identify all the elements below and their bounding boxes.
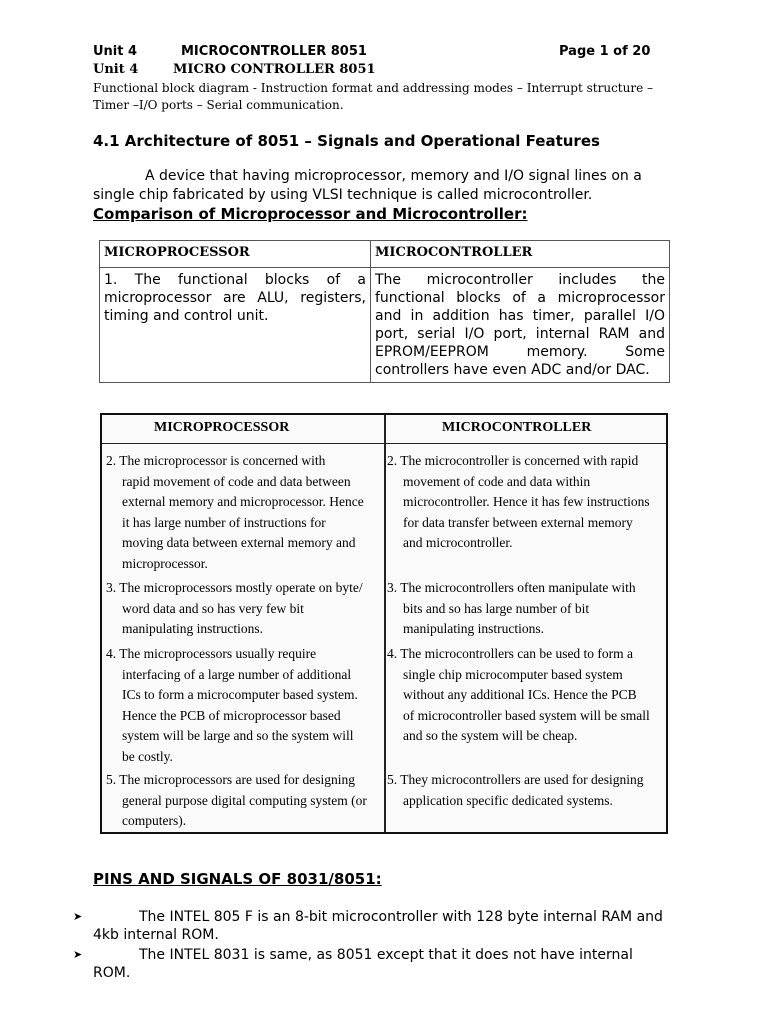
scan-cell-line: ICs to form a microcomputer based system. xyxy=(122,687,358,703)
scan-cell-line: microcontroller. Hence it has few instructions xyxy=(403,494,650,510)
unit-label: Unit 4 xyxy=(93,62,139,77)
scan-cell-line: general purpose digital computing system (or xyxy=(122,792,367,808)
scan-cell-line: computers). xyxy=(122,813,187,829)
scan-cell-line: application specific dedicated systems. xyxy=(403,792,613,808)
scan-cell-line: and so the system will be cheap. xyxy=(403,728,578,744)
section-title: 4.1 Architecture of 8051 – Signals and Operational Features xyxy=(93,132,600,150)
scan-cell-line: 3. The microcontrollers often manipulate with xyxy=(387,580,636,595)
unit-heading xyxy=(93,62,673,77)
intro-paragraph xyxy=(93,167,678,205)
scan-row5-microcontroller-cell xyxy=(387,770,665,811)
scan-cell-line: of microcontroller based system will be small xyxy=(403,707,650,723)
scan-cell-line: manipulating instructions. xyxy=(122,621,263,637)
scan-row4-microcontroller-cell xyxy=(387,644,665,747)
bullet-item xyxy=(73,946,663,982)
scan-row5-microprocessor-cell xyxy=(106,770,384,832)
scan-cell-line: single chip microcomputer based system xyxy=(403,666,623,682)
scan-cell-line: without any additional ICs. Hence the PCB xyxy=(403,687,637,703)
bullet-text: The INTEL 8031 is same, as 8051 except that it does not have internal ROM. xyxy=(93,947,633,981)
col-header-microcontroller: MICROCONTROLLER xyxy=(371,241,670,268)
scan-cell-line: 4. The microcontrollers can be used to form a xyxy=(387,646,634,661)
scan-col-header-microcontroller: MICROCONTROLLER xyxy=(442,420,592,435)
scan-cell-line: 3. The microprocessors mostly operate on byte/ xyxy=(106,580,363,595)
comparison-heading: Comparison of Microprocessor and Microcontroller: xyxy=(93,205,528,223)
scan-cell-line: 4. The microprocessors usually require xyxy=(106,646,317,661)
header-page-number: Page 1 of 20 xyxy=(559,44,651,59)
scan-cell-line: interfacing of a large number of additional xyxy=(122,666,352,682)
scan-cell-line: it has large number of instructions for xyxy=(122,514,326,530)
arrowhead-bullet-icon: ➤ xyxy=(73,910,83,923)
scan-row3-microprocessor-cell xyxy=(106,578,384,640)
header-unit: Unit 4 xyxy=(93,44,138,59)
table-row xyxy=(100,268,670,383)
scan-row2-microprocessor-cell xyxy=(106,451,384,575)
arrowhead-bullet-icon: ➤ xyxy=(73,948,83,961)
pins-heading: PINS AND SIGNALS OF 8031/8051: xyxy=(93,870,382,888)
unit-title: MICRO CONTROLLER 8051 xyxy=(173,62,376,77)
row1-microprocessor-cell: 1. The functional blocks of a microprocessor are ALU, registers, timing and control unit. xyxy=(100,268,371,383)
bullet-item xyxy=(73,908,663,944)
scan-cell-line: Hence the PCB of microprocessor based xyxy=(122,707,341,723)
scan-row3-microcontroller-cell xyxy=(387,578,665,640)
scan-cell-line: system will be large and so the system will xyxy=(122,728,354,744)
scan-cell-line: movement of code and data within xyxy=(403,473,591,489)
scan-cell-line: and microcontroller. xyxy=(403,535,513,551)
scan-cell-line: bits and so has large number of bit xyxy=(403,600,590,616)
scan-col-header-microprocessor: MICROPROCESSOR xyxy=(154,420,290,435)
scan-row4-microprocessor-cell xyxy=(106,644,384,768)
scan-cell-line: word data and so has very few bit xyxy=(122,600,304,616)
syllabus-text: Functional block diagram - Instruction format and addressing modes – Interrupt structure – Timer –I/O ports – Serial communication. xyxy=(93,81,653,112)
scan-cell-line: microprocessor. xyxy=(122,555,208,571)
column-divider xyxy=(384,415,386,832)
table-header-row xyxy=(100,241,670,268)
scan-cell-line: 5. The microprocessors are used for designing xyxy=(106,772,356,787)
scan-cell-line: for data transfer between external memory xyxy=(403,514,633,530)
scan-cell-line: external memory and microprocessor. Hence xyxy=(122,494,364,510)
comparison-table-scanned xyxy=(100,413,668,834)
header-title: MICROCONTROLLER 8051 xyxy=(181,44,367,59)
col-header-microprocessor: MICROPROCESSOR xyxy=(100,241,371,268)
scan-cell-line: manipulating instructions. xyxy=(403,621,544,637)
scan-cell-line: moving data between external memory and xyxy=(122,535,356,551)
row1-microcontroller-cell: The microcontroller includes the functional blocks of a microprocessor and in addition has timer, parallel I/O port, serial I/O port, internal RAM and EPROM/EEPROM memory. Some controllers have even ADC and/or DAC. xyxy=(371,268,670,383)
scan-cell-line: 2. The microprocessor is concerned with xyxy=(106,453,326,468)
scan-cell-line: rapid movement of code and data between xyxy=(122,473,351,489)
comparison-table-typed xyxy=(99,240,670,383)
scan-cell-line: 5. They microcontrollers are used for designing xyxy=(387,772,644,787)
scan-cell-line: 2. The microcontroller is concerned with rapid xyxy=(387,453,639,468)
bullet-text: The INTEL 805 F is an 8-bit microcontroller with 128 byte internal RAM and 4kb internal ROM. xyxy=(93,909,663,943)
scan-cell-line: be costly. xyxy=(122,748,173,764)
intro-text: A device that having microprocessor, memory and I/O signal lines on a single chip fabricated by using VLSI technique is called microcontroller. xyxy=(93,168,642,203)
scan-row2-microcontroller-cell xyxy=(387,451,665,554)
